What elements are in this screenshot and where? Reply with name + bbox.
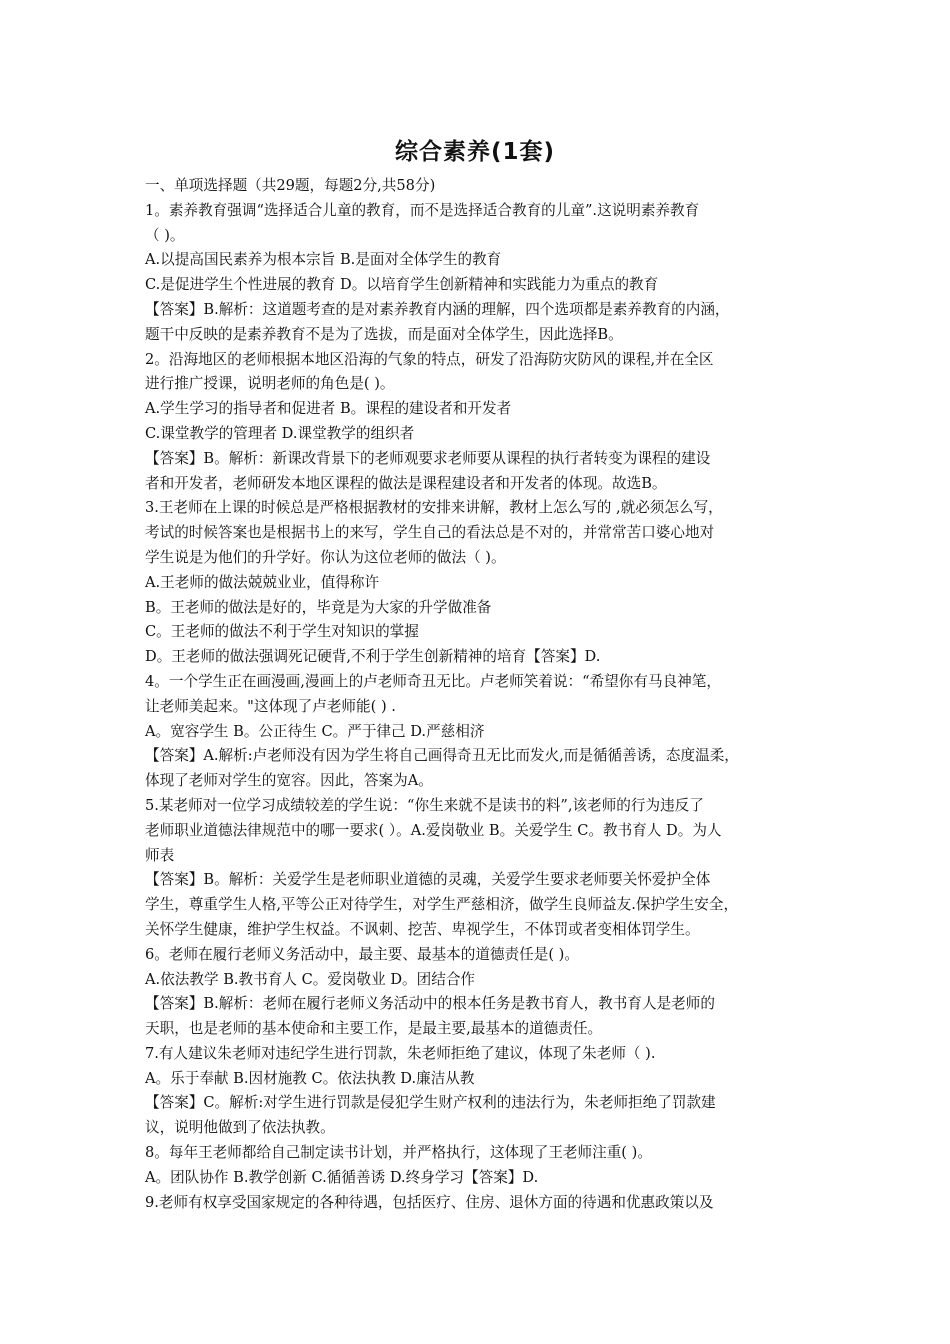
text-line: 【答案】C。解析:对学生进行罚款是侵犯学生财产权利的违法行为，朱老师拒绝了罚款建 [145, 1094, 716, 1112]
text-line: B。王老师的做法是好的，毕竟是为大家的升学做准备 [145, 598, 492, 616]
text-line: 【答案】A.解析:卢老师没有因为学生将自己画得奇丑无比而发火,而是循循善诱，态度温柔， [145, 747, 739, 765]
text-line: 者和开发者，老师研发本地区课程的做法是课程建设者和开发者的体现。故选B。 [145, 474, 667, 492]
text-line: 议，说明他做到了依法执教。 [145, 1119, 335, 1137]
text-line: 4。一个学生正在画漫画,漫画上的卢老师奇丑无比。卢老师笑着说：“希望你有马良神笔， [145, 672, 721, 690]
text-line: 学生，尊重学生人格,平等公正对待学生，对学生严慈相济，做学生良师益友.保护学生安全， [145, 896, 739, 914]
text-line: 老师职业道德法律规范中的哪一要求( ）。A.爱岗敬业 B。关爱学生 C。教书育人 D。为人 [145, 821, 722, 839]
page-title: 综合素养(1套) [394, 139, 556, 165]
text-line: 进行推广授课，说明老师的角色是( )。 [145, 375, 395, 393]
text-line: 7.有人建议朱老师对违纪学生进行罚款，朱老师拒绝了建议，体现了朱老师（ ). [145, 1044, 656, 1062]
text-line: 1。素养教育强调“选择适合儿童的教育，而不是选择适合教育的儿童”.这说明素养教育 [145, 201, 700, 219]
text-line: 9.老师有权享受国家规定的各种待遇，包括医疗、住房、退休方面的待遇和优惠政策以及 [145, 1193, 714, 1211]
text-line: 学生说是为他们的升学好。你认为这位老师的做法（ )。 [145, 548, 506, 566]
text-line: 题干中反映的是素养教育不是为了选拔，而是面对全体学生，因此选择B。 [145, 325, 623, 343]
document-body [145, 174, 817, 1215]
text-line: A.依法教学 B.教书育人 C。爱岗敬业 D。团结合作 [145, 970, 476, 988]
text-line: 体现了老师对学生的宽容。因此，答案为A。 [145, 772, 433, 790]
text-line: 【答案】B。解析：新课改背景下的老师观要求老师要从课程的执行者转变为课程的建设 [145, 449, 711, 467]
text-line: 【答案】B.解析：老师在履行老师义务活动中的根本任务是教书育人，教书育人是老师的 [145, 995, 715, 1013]
text-line: 关怀学生健康，维护学生权益。不讽刺、挖苦、卑视学生，不体罚或者变相体罚学生。 [145, 920, 700, 938]
text-line: 考试的时候答案也是根据书上的来写，学生自己的看法总是不对的，并常常苦口婆心地对 [145, 524, 715, 542]
text-line: 6。老师在履行老师义务活动中，最主要、最基本的道德责任是( )。 [145, 945, 579, 963]
text-line: 一、单项选择题（共29题，每题2分,共58分) [145, 177, 436, 194]
text-line: A.王老师的做法兢兢业业，值得称许 [145, 573, 380, 591]
text-line: 让老师美起来。"这体现了卢老师能( ) . [145, 697, 396, 715]
text-line: 【答案】B.解析：这道题考查的是对素养教育内涵的理解，四个选项都是素养教育的内涵， [145, 300, 730, 318]
text-line: A.以提高国民素养为根本宗旨 B.是面对全体学生的教育 [145, 251, 502, 269]
text-line: 师表 [145, 846, 175, 864]
text-line: 5.某老师对一位学习成绩较差的学生说：“你生来就不是读书的料”,该老师的行为违反了 [145, 796, 704, 814]
text-line: A。宽容学生 B。公正待生 C。严于律己 D.严慈相济 [145, 722, 485, 740]
text-line: C.课堂教学的管理者 D.课堂教学的组织者 [145, 424, 415, 442]
text-line: 8。每年王老师都给自己制定读书计划，并严格执行，这体现了王老师注重( )。 [145, 1144, 652, 1162]
text-line: A。团队协作 B.教学创新 C.循循善诱 D.终身学习【答案】D. [145, 1168, 539, 1186]
text-line: （ )。 [145, 226, 185, 244]
text-line: C。王老师的做法不利于学生对知识的掌握 [145, 623, 419, 641]
text-line: 天职，也是老师的基本使命和主要工作，是最主要,最基本的道德责任。 [145, 1020, 603, 1038]
text-line: 2。沿海地区的老师根据本地区沿海的气象的特点，研发了沿海防灾防风的课程,并在全区 [145, 350, 714, 368]
text-line: A。乐于奉献 B.因材施教 C。依法执教 D.廉洁从教 [145, 1069, 475, 1087]
text-line: A.学生学习的指导者和促进者 B。课程的建设者和开发者 [145, 400, 512, 418]
text-line: C.是促进学生个性进展的教育 D。以培育学生创新精神和实践能力为重点的教育 [145, 276, 659, 294]
text-line: D。王老师的做法强调死记硬背,不利于学生创新精神的培育【答案】D. [145, 648, 601, 666]
text-line: 【答案】B。解析：关爱学生是老师职业道德的灵魂，关爱学生要求老师要关怀爱护全体 [145, 871, 711, 889]
text-line: 3.王老师在上课的时候总是严格根据教材的安排来讲解，教材上怎么写的 ,就必须怎么写， [145, 499, 723, 517]
